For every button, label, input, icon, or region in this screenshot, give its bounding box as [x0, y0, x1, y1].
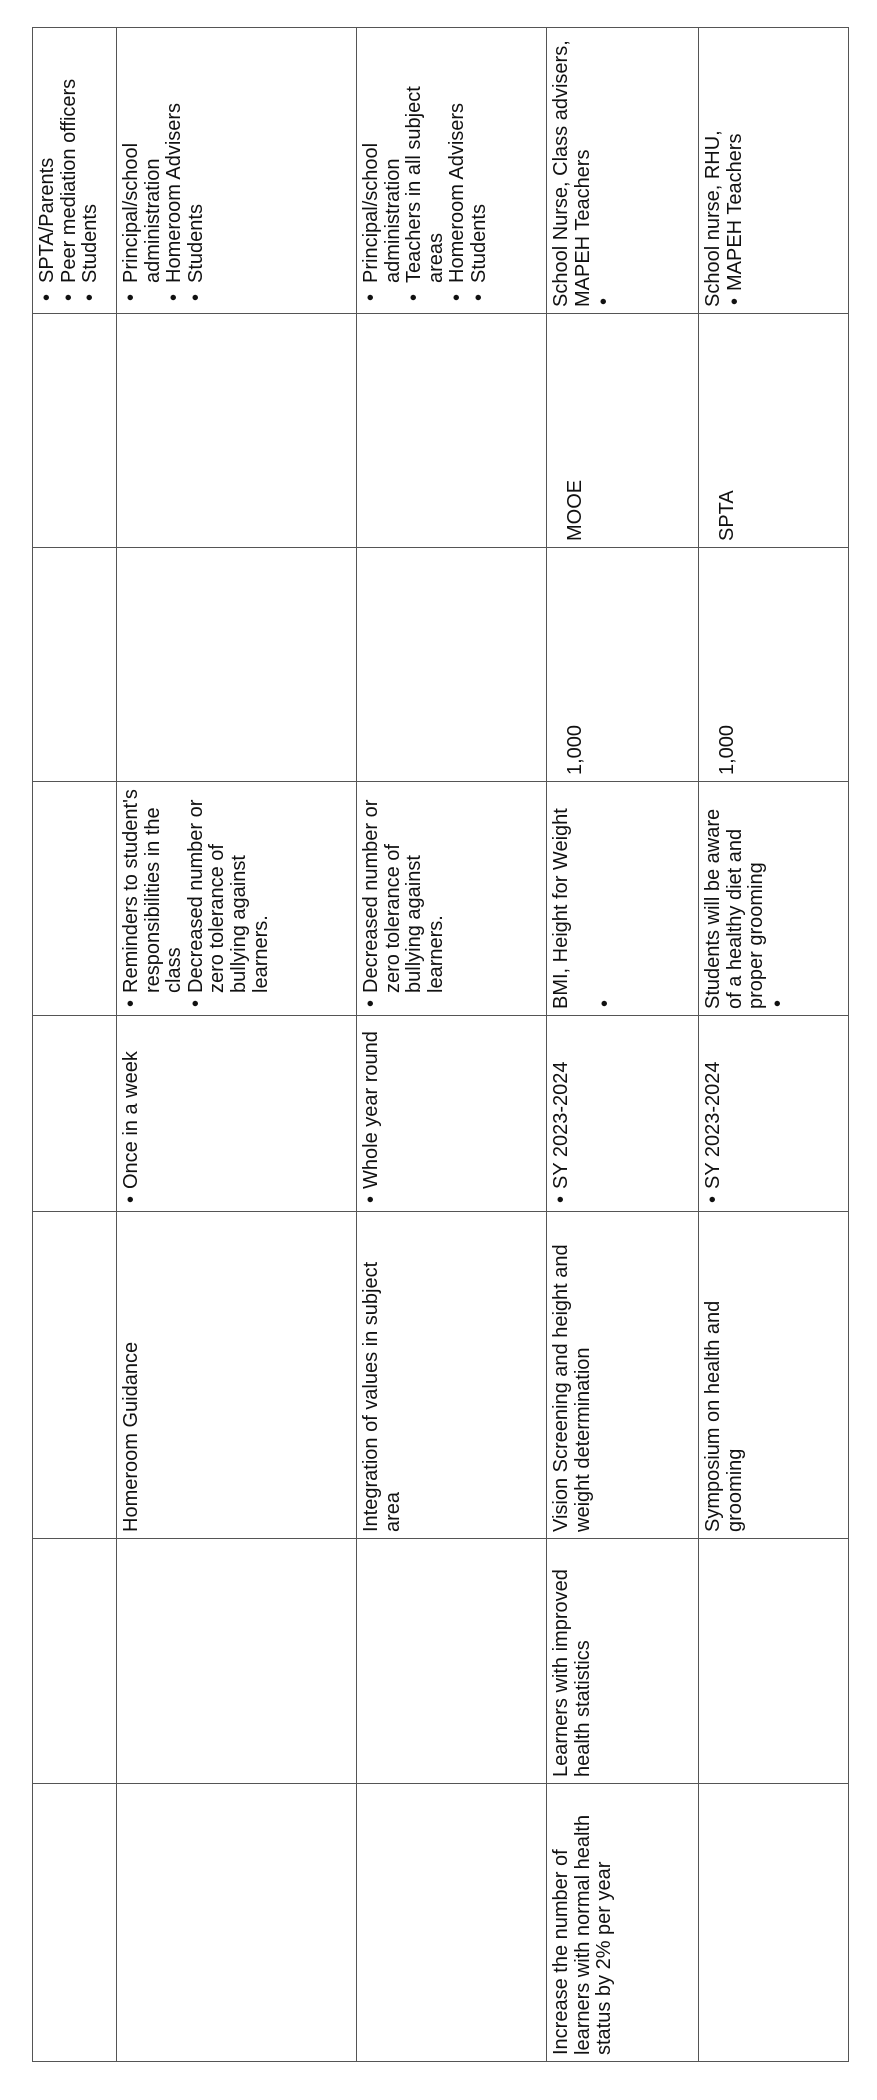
indicator-empty-bullet [768, 788, 790, 993]
objective-cell [33, 1784, 117, 2062]
budget-cell: 1,000 [547, 548, 699, 782]
source-cell [33, 314, 117, 548]
indicator-item: • Reminders to student's responsibilities in the class [121, 788, 186, 993]
action-plan-table [32, 27, 849, 2062]
output-cell [357, 1539, 547, 1784]
objective-cell: Increase the number of learners with normal health status by 2% per year [547, 1784, 699, 2062]
activity-cell: Symposium on health and grooming [699, 1212, 849, 1539]
schedule-cell [357, 1016, 547, 1212]
source-cell [117, 314, 357, 548]
objective-cell [117, 1784, 357, 2062]
schedule-cell [547, 1016, 699, 1212]
schedule-item: • SY 2023-2024 [703, 1022, 725, 1189]
output-cell [117, 1539, 357, 1784]
person-item: • Peer mediation officers [59, 34, 81, 283]
persons-cell [33, 28, 117, 314]
table-row [699, 28, 849, 2062]
persons-cell [547, 28, 699, 314]
person-item: • Students [80, 34, 102, 283]
objective-cell [699, 1784, 849, 2062]
indicator-empty-bullet [595, 788, 617, 993]
person-item: • Homeroom Advisers [447, 34, 469, 283]
table-row [33, 28, 117, 2062]
output-cell: Learners with improved health statistics [547, 1539, 699, 1784]
source-cell: MOOE [547, 314, 699, 548]
person-item: • SPTA/Parents [37, 34, 59, 283]
table-row [547, 28, 699, 2062]
schedule-cell [117, 1016, 357, 1212]
person-item: • Principal/school administration [361, 34, 404, 283]
budget-cell [33, 548, 117, 782]
persons-cell [357, 28, 547, 314]
budget-cell: 1,000 [699, 548, 849, 782]
activity-cell: Integration of values in subject area [357, 1212, 547, 1539]
activity-cell: Homeroom Guidance [117, 1212, 357, 1539]
persons-lead: School Nurse, Class advisers, MAPEH Teachers [550, 40, 594, 307]
persons-cell [699, 28, 849, 314]
objective-cell [357, 1784, 547, 2062]
activity-cell [33, 1212, 117, 1539]
person-item: • Principal/school administration [121, 34, 164, 283]
table-row [357, 28, 547, 2062]
indicator-cell [547, 782, 699, 1016]
indicator-text: Students will be aware of a healthy diet and proper grooming [702, 808, 768, 1009]
indicator-cell [699, 782, 849, 1016]
output-cell [33, 1539, 117, 1784]
indicator-cell [117, 782, 357, 1016]
indicator-cell [33, 782, 117, 1016]
source-cell [357, 314, 547, 548]
output-cell [699, 1539, 849, 1784]
budget-cell [357, 548, 547, 782]
indicator-item: • Decreased number or zero tolerance of bullying against learners. [361, 788, 447, 993]
schedule-item: • SY 2023-2024 [551, 1022, 573, 1189]
table-row [117, 28, 357, 2062]
schedule-cell [699, 1016, 849, 1212]
schedule-item: • Once in a week [121, 1022, 143, 1189]
budget-cell [117, 548, 357, 782]
indicator-text: BMI, Height for Weight [550, 808, 572, 1009]
person-item: • MAPEH Teachers [725, 34, 747, 291]
activity-cell: Vision Screening and height and weight determination [547, 1212, 699, 1539]
schedule-item: • Whole year round [361, 1022, 383, 1189]
indicator-item: • Decreased number or zero tolerance of bullying against learners. [186, 788, 272, 993]
person-item [594, 34, 616, 291]
person-item: • Teachers in all subject areas [404, 34, 447, 283]
schedule-cell [33, 1016, 117, 1212]
persons-cell [117, 28, 357, 314]
person-item: • Students [469, 34, 491, 283]
person-item: • Homeroom Advisers [164, 34, 186, 283]
indicator-cell [357, 782, 547, 1016]
persons-lead: School nurse, RHU, [702, 130, 724, 307]
source-cell: SPTA [699, 314, 849, 548]
person-item: • Students [186, 34, 208, 283]
